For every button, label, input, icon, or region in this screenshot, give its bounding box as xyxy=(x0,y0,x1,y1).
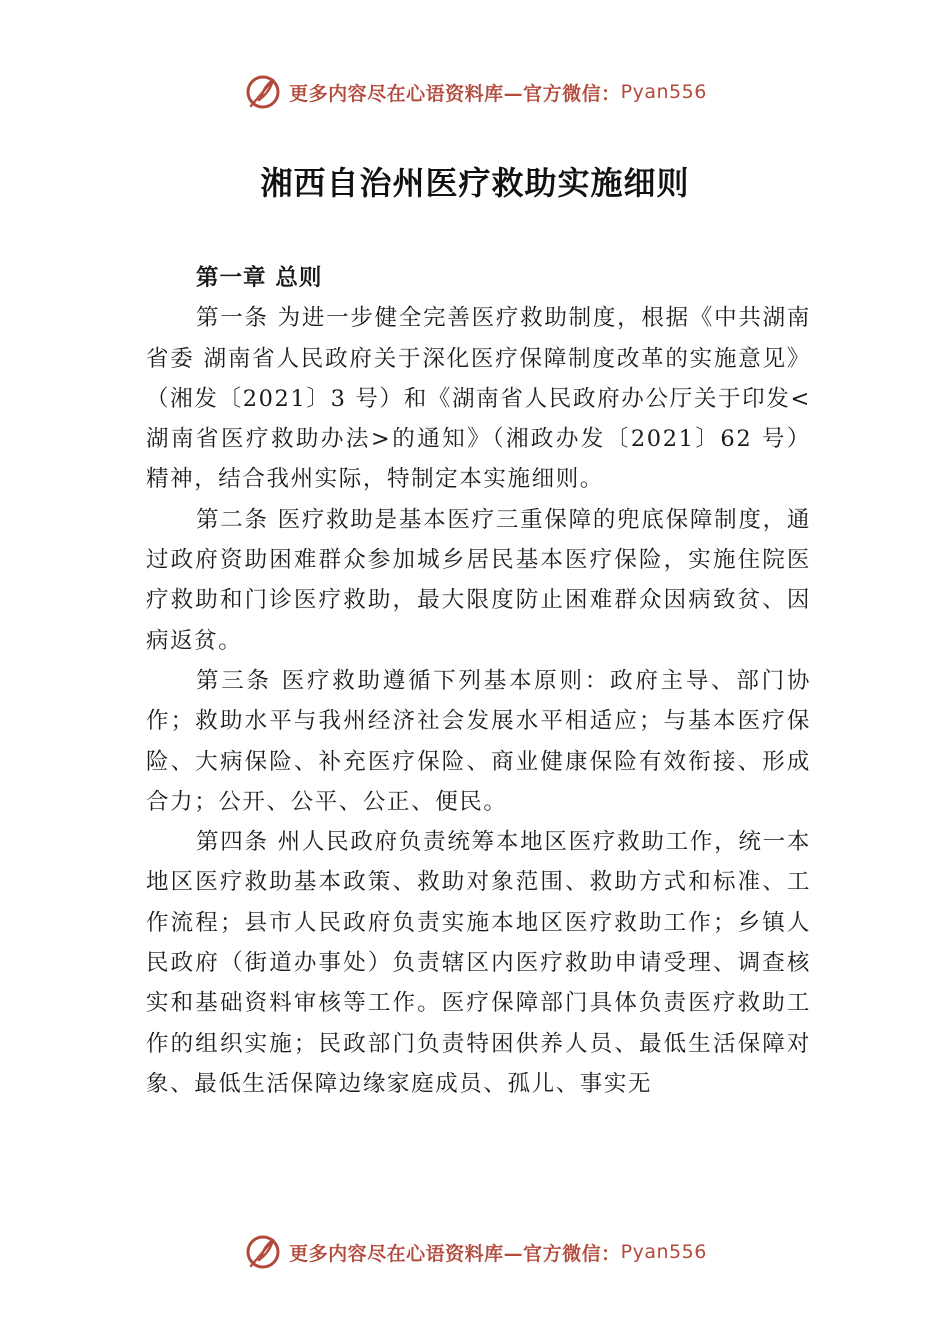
watermark-wechat: Pyan556 xyxy=(620,81,707,103)
watermark-text: 更多内容尽在心语资料库—官方微信： xyxy=(289,1242,621,1265)
document-title: 湘西自治州医疗救助实施细则 xyxy=(260,164,690,202)
feather-logo-icon xyxy=(243,1232,283,1272)
document-body xyxy=(146,258,811,1104)
watermark-text: 更多内容尽在心语资料库—官方微信： xyxy=(289,82,621,105)
header-watermark xyxy=(0,70,950,114)
article-paragraph: 第二条 医疗救助是基本医疗三重保障的兜底保障制度，通过政府资助困难群众参加城乡居民基本医疗保险，实施住院医疗救助和门诊医疗救助，最大限度防止困难群众因病致贫、因病返贫。 xyxy=(146,506,811,654)
watermark-wechat: Pyan556 xyxy=(620,1241,707,1263)
article-paragraph: 第四条 州人民政府负责统筹本地区医疗救助工作，统一本地区医疗救助基本政策、救助对象范围、救助方式和标准、工作流程；县市人民政府负责实施本地区医疗救助工作；乡镇人民政府（街道办事处）负责辖区内医疗救助申请受理、调查核实和基础资料审核等工作。医疗保障部门具体负责医疗救助工作的组织实施；民政部门负责特困供养人员、最低生活保障对象、最低生活保障边缘家庭成员、孤儿、事实无 xyxy=(146,829,811,1097)
footer-watermark xyxy=(0,1230,950,1274)
article-paragraph: 第三条 医疗救助遵循下列基本原则：政府主导、部门协作；救助水平与我州经济社会发展水平相适应；与基本医疗保险、大病保险、补充医疗保险、商业健康保险有效衔接、形成合力；公开、公平、公正、便民。 xyxy=(146,667,811,815)
chapter-heading: 第一章 总则 xyxy=(196,265,323,291)
article-paragraph: 第一条 为进一步健全完善医疗救助制度，根据《中共湖南省委 湖南省人民政府关于深化医疗保障制度改革的实施意见》（湘发〔2021〕3 号）和《湖南省人民政府办公厅关于印发<湖南省医疗救助办法>的通知》（湘政办发〔2021〕62 号）精神，结合我州实际，特制定本实施细则。 xyxy=(146,305,811,493)
feather-logo-icon xyxy=(243,72,283,112)
